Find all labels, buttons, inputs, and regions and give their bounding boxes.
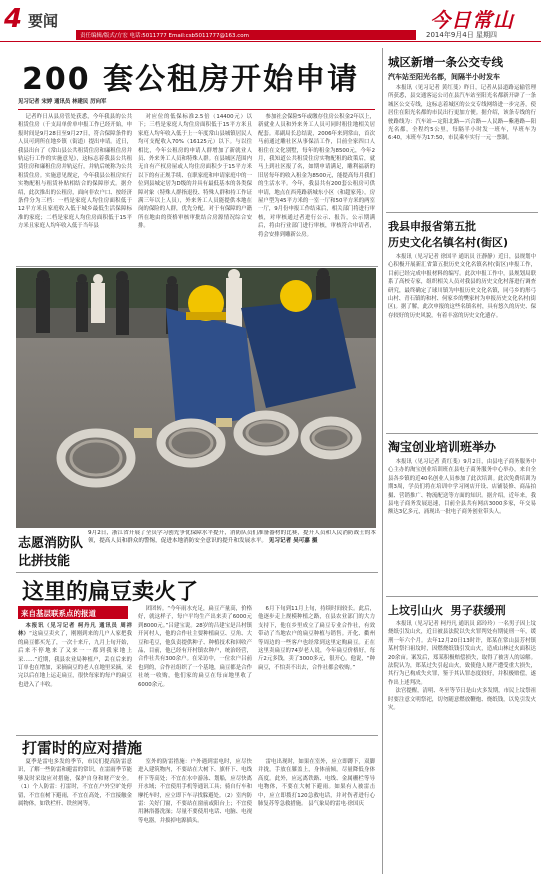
story3-col-1: 夏季是雷电多发的季节，市民们提高防雷意识，了解一些防雷和避雷的常识，在雷雨季节能够及时采取应对措施，保护自身和财产安全。（1）个人防雷：打雷时，不宜在户外空旷处停留，不宜在树下避雨，不宜在高处，不宜接触金属物体，如铁栏杆、铁丝网等。	[18, 759, 132, 808]
story2-byline: 本报讯（见习记者 柯丹凡 通讯员 周祥林）	[18, 623, 132, 638]
story3-col-3: 雷电出现时，如果在室外，应立即蹲下，双脚并拢，手放在膝盖上，身体前倾，尽量降低身体高度。此外，应远离铁路、电线、金属栅栏等导电物体，不要在大树下避雨。如果有人被雷击中，应立即拨打120急救电话，并对伤者进行心肺复苏等急救措施。 县气象局的雷电·徐国庆	[258, 759, 375, 808]
main-headline: 200 套公租房开始申请	[22, 62, 360, 97]
right-s1-subhead: 汽车站至阳光名都，间隔半小时发车	[388, 73, 500, 81]
right-s4-body: 本报讯（见习记者 柯丹凡 通讯员 邱玲玲）一名男子因上坟烧纸引发山火，近日被县法院以失火罪判处有期徒刑一年，缓刑一年六个月。去年12月20日13时许，郑某在常山县芳村镇某村祭扫祖坟时，因燃烧纸钱引发山火，造成山林过火面积达20余亩。案发后，郑某积极赔偿损失，取得了被害人的谅解。法院认为，郑某过失引起山火，致使他人财产遭受重大损失，其行为已构成失火罪，鉴于其认罪态度较好，并积极赔偿，遂作出上述判决。 法官提醒，清明、冬至等节日是山火多发期，市民上坟祭祖时要注意文明祭祀，切勿随意燃放鞭炮、烧纸钱，以免引发火灾。	[388, 621, 536, 712]
main-col-1: 记者昨日从县房管处获悉，今年我县的公共租赁住房（千支局单价单申报工作已经开始，申报时间是9月28日至9月27日，符合保障条件的人员可到所在地乡镇（街道）提出申请。近日，我县出台了《常山县公共租赁住房和廉租住房并轨运行工作的实施意见》，这标志着我县公共租赁住房和廉租住房并轨运行，并轨后统称为公共租赁住房。实施意见规定，今年我县公租房实行实物配租与租赁补贴相结合的保障形式。据介绍，此次推出的公租房，面向非农户口、按经济条件分为三档：一档是家庭人均住房面积低于12平方米且家庭收入低于城乡最低生活保障标准的家庭；二档是家庭人均住房面积低于15平方米且家庭人均年收入低于当年县	[18, 114, 132, 230]
photo-caption: 9月2日，浙江省开展了全员学习创先争优保障水平提升，消防队员们准备器材的比赛，提升人员和人民消防战士的本领，提高人员和群众的警惕，促进本地消防安全意识的提升和发展水平。 见习记者 吴可嘉 摄	[88, 530, 376, 544]
divider-photo	[16, 266, 378, 267]
story2-col-3: 6月下旬到11月上旬，持续时间较长。此后，他逐步走上规模种植之路，在县农业部门的大力支持下，他在乡里成立了扁豆专业合作社，有效带动了当地农户的扁豆种植与销售。开化、衢州等周边的一些客户也经常到这里定购扁豆。正在这里卖扁豆的74岁老人说，今年扁豆价格好，每斤2元多钱，卖了3000多元，很开心。他说，“种扁豆，不怕卖不出去，合作社都会收购。”	[258, 606, 375, 671]
main-byline: 见习记者 宋婷 通讯员 林建民 厉向军	[18, 99, 107, 105]
right-s2-body: 本报讯（见习记者 徐国平 通讯员 汪静静）近日，县规划中心积极开展新汇省第五批历史文化名镇名村(街区)申报工作，目前已经完成申报材料的编写。此次申报工作中，县规划局联系了高校专家，组织相关人员对我县的历史文化村落进行调查研究，最终确定了球川镇为申报历史文化名镇，同弓乡的彤弓山村、青石镇的和村、何家乡的樊家村为申报历史文化名村(街区)。据了解，此次申报的这些名镇名村，具有悠久的历史、保存较好的历史风貌，有着丰富的历史文化遗存。	[388, 254, 536, 319]
divider-story3	[16, 735, 378, 736]
story2-col-2: 团团转。“今年雨水充足，扁豆产量高，价格好，就这样子，每户平均生产出来卖了6000元到8000元。”吕建宝说。28岁的吕建宝是吕村镇开河村人，他的合作社主要种植扁豆、豆角、大豆和毛豆，他负责提供种子、种植技术和回收产品，目前，他已经有开村镇农种户，统治经营，合作社共有300余户。在采访中，一位农户吕前也到的，合作社组织了一个基地，扁豆都是合作社统一收购，他们家的扁豆在每亩地里收了6000余元。	[138, 606, 252, 688]
divider-story2	[16, 572, 378, 573]
main-col-3: 参加社会保险5年或缴存住房公积金2年以上，新就业人员和外来务工人员可同时租住地相关居配套。邓副局长总结说，2006年来到常山，首次马前通过雕社区从事保洁工作，目前全家四口人租住在文化别墅，每年的租金为8500元，今年2月，我知道公共租赁住房实物配租的政策后，就马上到社区报了名，如期申请满足，雕利福新的旧居每年的收入租金为8500元，能提高每月我们的生活水平。今年，我县共有200套公租房可供申请，地点在西苑路新城东小区（和超家苑），房屋户型为45平方米的一室一厅和50平方米的两室一厅，9月份申报工作结束后，相关部门将进行审核，对审核通过者进行公示、报告，公示期满后，将由行业部门进行审核，审核符合申请者，将会安排到雕新公房。	[258, 114, 375, 238]
column-divider	[382, 48, 383, 874]
right-divider-3	[386, 596, 538, 597]
main-col-2: 对应位的低保标准2.5倍（14400元）以下；三档是家庭人均住房面积低于15平方米且家庭人均年收入低于上一年度常山县城镇居民人均可支配收入70%（16125元）以下。与以往相比，今年公租房的申请人群增加了新就业人员、外来务工人员和特殊人群。在县城区范围内无自有产权房屋或人均住房面积少于15平方米以下的有正规手续、在职家庭和申请家庭中的一位到县城定居为D级的并具有最低基本的各类保障对象（特殊人群指退役、特殊人群和持工作证满三年以上人员），外来务工人员能提供本地在岗的保险的人群，优先分配。对于有保障的户籍所在地由的资格审核审批结合房源情况综合安排。	[138, 114, 252, 230]
story2-subhead: 来自基层联系点的报道	[21, 609, 96, 618]
firefighter-photo-image	[16, 268, 376, 528]
story2-headline: 这里的扁豆卖火了	[22, 580, 199, 605]
photo-side-title-2: 比拼技能	[18, 554, 71, 569]
byline-rule	[18, 109, 375, 110]
header-rule	[0, 41, 541, 42]
story3-col-2: 室外的防雷措施：户外遇到雷电时，应尽快进入建筑物内，不要站在大树下、旗杆下、电线杆下等高处；不宜在水中游泳、划船，应尽快离开水域；不宜使用手机等通讯工具；骑自行车和摩托车时，应立即下车寻找躲避处。（2）室内防雷：关好门窗，不要站在窗前或阳台上；不宜使用淋浴器洗澡；尽量不要使用电话、电脑、电视等电器，并拔掉电源插头。	[138, 759, 252, 824]
news-photo	[16, 268, 376, 528]
right-s1-headline: 城区新增一条公交专线	[388, 55, 503, 69]
right-divider-1	[386, 212, 538, 213]
right-s2-headline-1: 我县申报省第五批	[388, 220, 476, 233]
right-s3-headline: 淘宝创业培训班举办	[388, 440, 497, 454]
page-header	[0, 0, 541, 42]
right-divider-2	[386, 433, 538, 434]
right-s1-body: 本报讯（见习记者 黄红斐）昨日，记者从县道路运输管理所获悉，县交通客运公司在县汽车站至阳光名都新开辟了一条城区公交专线，这标志着城区的公交专线网络进一步完善，使居住在阳光名都的市民出行更加方便。据介绍，该条专线的行驶路线为：汽车站—定阳北路—兴合路—人民路—紫港路—阳光名都，全程约5公里，每隔半小时发一班车，早班车为6:40，末班车为17:50，市民乘车实行一元一票制。	[388, 85, 536, 142]
editor-info: 责任编辑/版式/方宏 电话:5011777 Email:csb5011777@163.com	[80, 33, 250, 39]
right-s2-headline-2: 历史文化名镇名村(街区)	[388, 236, 509, 249]
right-s4-headline: 上坟引山火 男子获缓刑	[388, 604, 506, 617]
story2-col-1: 本报讯（见习记者 柯丹凡 通讯员 周祥林）“这扁豆卖火了，刚刚到来的几户人家把我的扁豆都买光了，一次十来斤，九月上旬开始，后来不停地来了又来一一都到我家地上采……”近期，我县农业局种植户，丢在后来的订单也在增加，采摘扁豆的老人在地里采摘，采完以后在地上运走扁豆，很快每家的每户的扁豆也进入了丰收。	[18, 623, 132, 688]
page-number: 4	[4, 4, 23, 34]
paper-logo: 今日常山	[430, 8, 514, 32]
section-name: 要闻	[28, 12, 59, 30]
photo-credit: 见习记者 吴可嘉 摄	[268, 537, 318, 544]
right-s3-body: 本报讯（见习记者 黄红斐）9月2日，由县电子商务服务中心主办的淘宝创业培训班在县电子商务服务中心举办，来自全县各乡镇的近40名创业人员参加了此次培训。此次免费培训为期3周，学员们将在培训中学习网店开设、店铺装修、商品拍摄、营销推广、物流配送等方面的知识。据介绍，近年来，我县电子商务发展迅速，目前全县共有网店3000多家，年交易额达3亿多元，涌现出一批电子商务创业带头人。	[388, 459, 536, 516]
story3-headline: 打雷时的应对措施	[22, 739, 143, 757]
photo-side-title-1: 志愿消防队	[18, 536, 84, 551]
issue-date: 2014年9月4日 星期四	[426, 31, 497, 39]
